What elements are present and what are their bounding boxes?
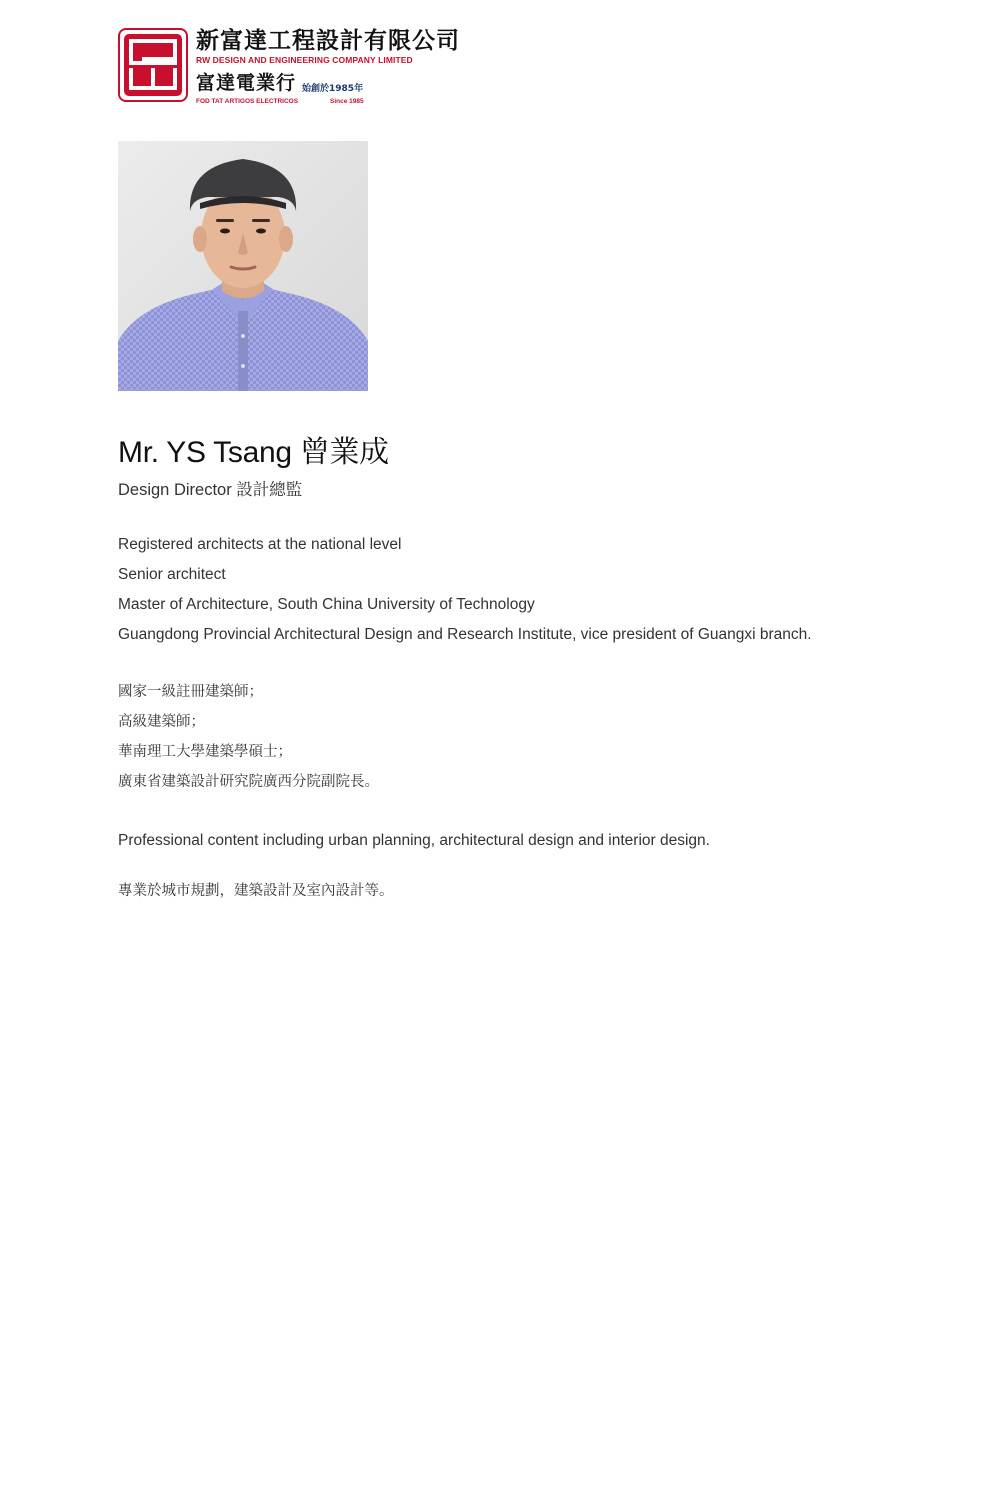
specialty-en: Professional content including urban planning, architectural design and interior design.: [118, 832, 710, 849]
credential-en-item: Senior architect: [118, 566, 226, 583]
credential-en-item: Master of Architecture, South China University of Technology: [118, 596, 535, 613]
since-en: Since 1985: [330, 98, 364, 105]
profile-photo: [118, 141, 368, 391]
portrait-image: [118, 141, 368, 391]
person-name: Mr. YS Tsang 曾業成: [118, 436, 389, 469]
credential-cn-item: 華南理工大學建築學碩士；: [118, 744, 292, 760]
sub-brand-cn: 富達電業行: [196, 72, 297, 94]
credential-cn-item: 國家一級註冊建築師；: [118, 684, 263, 700]
person-title: Design Director 設計總監: [118, 481, 303, 499]
credential-cn-item: 高級建築師；: [118, 714, 205, 730]
company-name-cn: 新富達工程設計有限公司: [196, 28, 460, 54]
specialty-cn: 專業於城市規劃，建築設計及室內設計等。: [118, 883, 394, 899]
credential-en-item: Registered architects at the national level: [118, 536, 402, 553]
credentials-en-list: [118, 530, 812, 650]
logo-text: [196, 28, 496, 106]
credentials-cn-list: [118, 677, 379, 797]
company-logo: [118, 28, 488, 104]
since-cn: 始創於1985年: [302, 84, 364, 94]
credential-cn-item: 廣東省建築設計研究院廣西分院副院長。: [118, 774, 379, 790]
sub-brand-en-row: [196, 98, 496, 106]
credential-en-item: Guangdong Provincial Architectural Design and Research Institute, vice president of Guangxi branch.: [118, 626, 812, 643]
rw-logo-mark-icon: [118, 28, 188, 102]
company-name-en: RW DESIGN AND ENGINEERING COMPANY LIMITED: [196, 55, 413, 65]
sub-brand-row: [196, 72, 496, 98]
sub-brand-en: FOD TAT ARTIGOS ELECTRICOS: [196, 98, 299, 105]
